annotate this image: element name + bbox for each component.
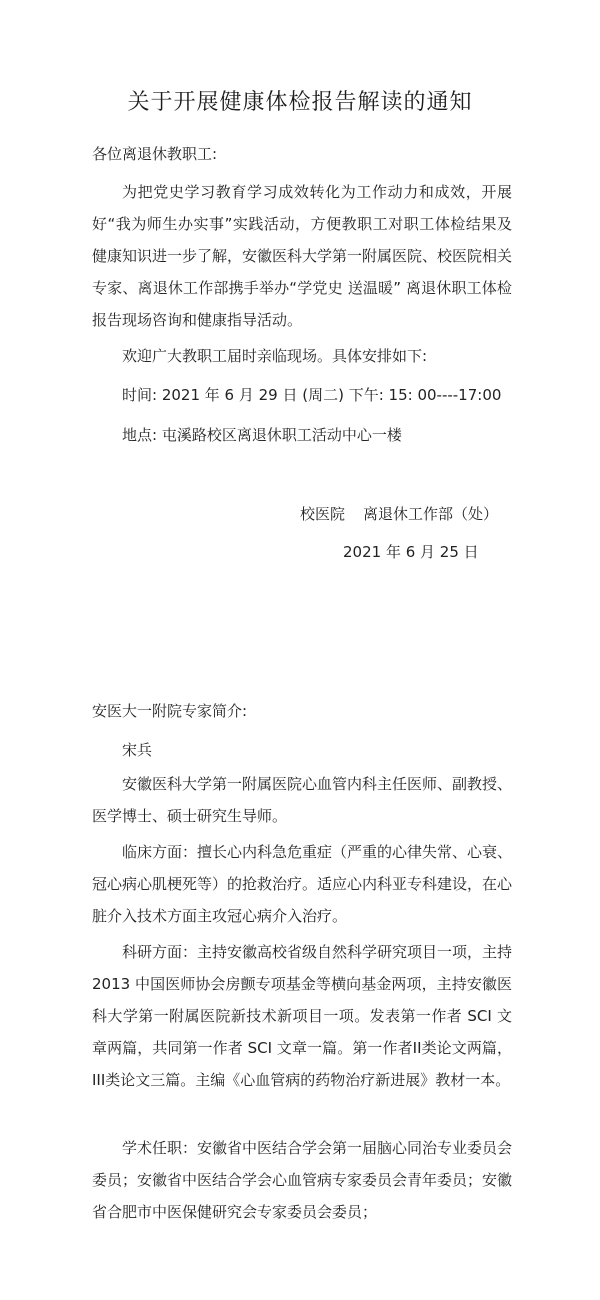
notice-date: 2021 年 6 月 25 日 xyxy=(343,543,479,561)
expert-positions-paragraph: 学术任职：安徽省中医结合学会第一届脑心同治专业委员会委员；安徽省中医结合学会心血管病专家委员会青年委员；安徽省合肥市中医保健研究会专家委员会委员； xyxy=(92,1139,513,1221)
signature xyxy=(300,503,498,525)
notice-paragraph: 为把党史学习教育学习成效转化为工作动力和成效，开展好“我为师生办实事”实践活动，方便教职工对职工体检结果及健康知识进一步了解，安徽医科大学第一附属医院、校医院相关专家、离退休工作部携手举办“学党史 送温暖” 离退休职工体检报告现场咨询和健康指导活动。 xyxy=(92,183,513,329)
expert-research-paragraph: 科研方面：主持安徽高校省级自然科学研究项目一项，主持 2013 中国医师协会房颤专项基金等横向基金两项，主持安徽医科大学第一附属医院新技术新项目一项。发表第一作者 SCI 文章两篇，共同第一作者 SCI 文章一篇。第一作者II类论文两篇，III类论文三篇。主编《心血管病的药物治疗新进展》教材一本。 xyxy=(92,943,513,1089)
time-line: 时间: 2021 年 6 月 29 日 (周二) 下午: 15: 00----17:00 xyxy=(122,386,502,404)
expert-name: 宋兵 xyxy=(122,741,153,759)
expert-clinical-paragraph: 临床方面：擅长心内科急危重症（严重的心律失常、心衰、冠心病心肌梗死等）的抢救治疗。适应心内科亚专科建设，在心脏介入技术方面主攻冠心病介入治疗。 xyxy=(92,843,513,925)
expert-title-paragraph: 安徽医科大学第一附属医院心血管内科主任医师、副教授、医学博士、硕士研究生导师。 xyxy=(92,775,513,825)
signature-org-retirement-dept: 离退休工作部（处） xyxy=(363,505,499,523)
welcome-line: 欢迎广大教职工届时亲临现场。具体安排如下: xyxy=(122,347,428,365)
greeting: 各位离退休教职工: xyxy=(92,145,218,163)
signature-org-school-hospital: 校医院 xyxy=(300,505,346,523)
expert-intro-heading: 安医大一附院专家简介: xyxy=(92,702,248,720)
notice-title: 关于开展健康体检报告解读的通知 xyxy=(127,90,473,115)
place-line: 地点: 屯溪路校区离退休职工活动中心一楼 xyxy=(122,426,402,444)
